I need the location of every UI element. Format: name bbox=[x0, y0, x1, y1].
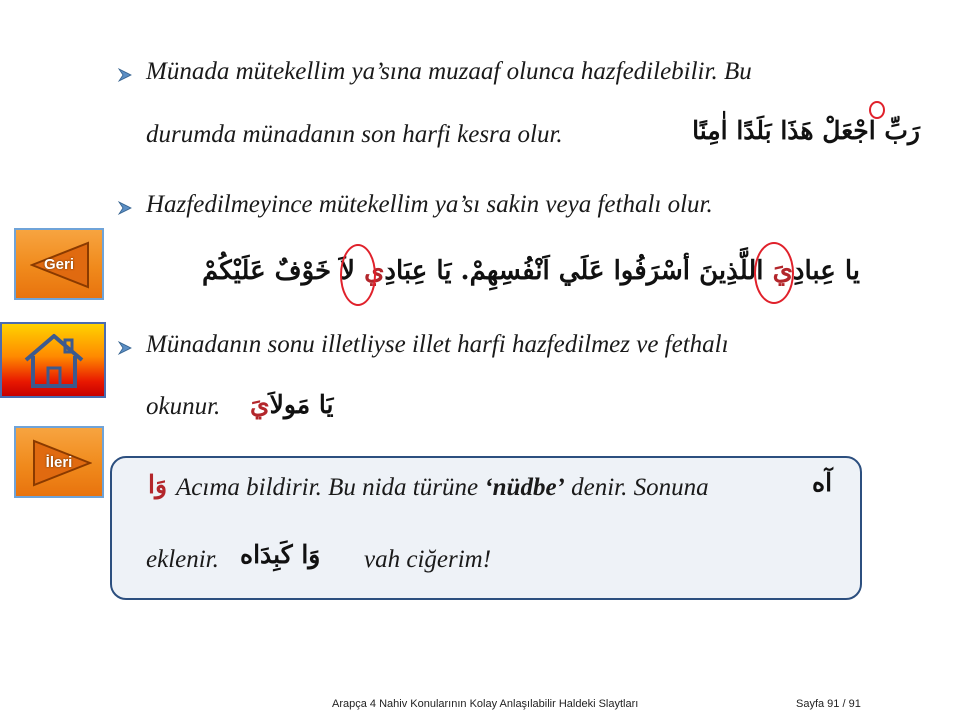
item1-arabic bbox=[692, 116, 920, 145]
box-translation: vah ciğerim! bbox=[364, 546, 492, 573]
bullet-arrow-icon bbox=[116, 339, 134, 357]
back-button-label: Geri bbox=[43, 256, 74, 273]
footer-title: Arapça 4 Nahiv Konularının Kolay Anlaşılabilir Haldeki Slaytları bbox=[332, 698, 639, 710]
home-icon bbox=[22, 332, 86, 390]
item3-arabic bbox=[250, 390, 333, 419]
item2-line1: Hazfedilmeyince mütekellim ya’sı sakin veya fethalı olur. bbox=[146, 191, 713, 218]
item2-arabic-b-red: ي bbox=[364, 256, 385, 286]
highlight-circle bbox=[754, 242, 794, 304]
highlight-circle bbox=[340, 244, 376, 306]
bullet-arrow-icon bbox=[116, 199, 134, 217]
item2-arabic-a: يا عِبادِ bbox=[792, 256, 860, 286]
item3-arabic-red: يَ bbox=[250, 390, 270, 419]
bullet-arrow-icon bbox=[116, 66, 134, 84]
item2-arabic-b: اللَّذِينَ أسْرَفُوا عَلَي اَنْفُسِهِمْ. يَا عِبَادِ bbox=[384, 256, 773, 286]
box-arabic-ah: آه bbox=[812, 468, 833, 497]
box-line1 bbox=[176, 474, 709, 502]
back-button[interactable] bbox=[14, 228, 104, 300]
box-arabic-wa: وَا bbox=[148, 470, 168, 499]
box-text-a: Acıma bildirir. Bu nida türüne bbox=[176, 474, 485, 501]
item3-line1: Münadanın sonu illetliyse illet harfi hazfedilmez ve fethalı bbox=[146, 331, 729, 358]
forward-button[interactable] bbox=[14, 426, 104, 498]
item2-arabic-a-red: يَ bbox=[772, 256, 793, 286]
box-eklenir: eklenir. bbox=[146, 546, 219, 573]
item1-line1: Münada mütekellim ya’sına muzaaf olunca hazfedilebilir. Bu bbox=[146, 58, 752, 85]
item3-arabic-main: يَا مَولاَ bbox=[269, 390, 334, 419]
home-button[interactable] bbox=[0, 322, 106, 398]
item1-arabic-rest: اجْعَلْ هَذَا بَلَدًا اٰمِنًا bbox=[692, 116, 885, 145]
footer-page-number: Sayfa 91 / 91 bbox=[796, 698, 861, 710]
highlight-circle bbox=[869, 101, 885, 119]
item2-arabic-c: لاَ خَوْفٌ عَلَيْكُمْ bbox=[201, 256, 365, 286]
box-arabic-example: وَا كَبِدَاه bbox=[240, 540, 321, 569]
item1-arabic-prefix: رَبِّ bbox=[884, 116, 920, 145]
item1-line2: durumda münadanın son harfi kesra olur. bbox=[146, 121, 563, 148]
forward-button-label: İleri bbox=[45, 454, 73, 471]
item3-line2: okunur. bbox=[146, 393, 221, 420]
box-text-b: denir. Sonuna bbox=[564, 474, 709, 501]
box-text-bold: ‘nüdbe’ bbox=[484, 474, 565, 501]
